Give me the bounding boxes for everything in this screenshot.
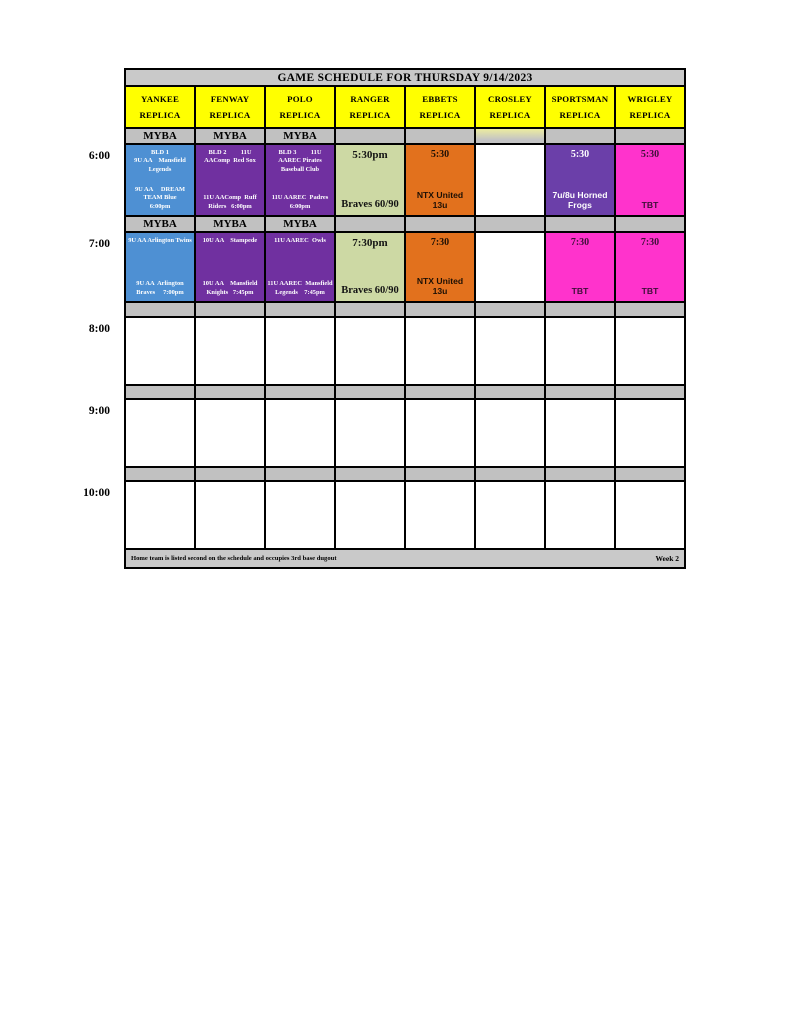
footer-week-label: Week 2 (655, 554, 679, 563)
game-text-line: BLD 2 11U (208, 149, 252, 156)
game-cell-7:00-ranger (336, 233, 404, 301)
game-text-line: 10U AA Stampede (202, 237, 258, 244)
game-text-line: Braves 7:00pm (136, 288, 184, 296)
division-strip-cell (406, 129, 474, 143)
game-cell-8:00-sportsman (546, 318, 614, 384)
home-team-block (341, 285, 398, 297)
game-cell-6:00-ranger (336, 145, 404, 215)
game-text-line: 9U AA Mansfield (134, 157, 186, 165)
game-cell-10:00-sportsman (546, 482, 614, 548)
column-header-sub: REPLICA (279, 110, 321, 121)
game-cell-8:00-polo (266, 318, 334, 384)
division-strip-cell (616, 468, 684, 480)
game-cell-7:00-polo (266, 233, 334, 301)
away-team-block (641, 237, 659, 248)
division-strip-cell (476, 217, 544, 231)
away-team-block (431, 237, 449, 248)
game-text-line: NTX United (416, 275, 464, 286)
schedule-footer (126, 550, 684, 567)
game-text-line: 11U AAREC Padres (271, 194, 329, 202)
game-cell-8:00-crosley (476, 318, 544, 384)
division-strip-label: MYBA (126, 217, 194, 231)
division-strip-cell (546, 217, 614, 231)
home-team-block (267, 280, 332, 297)
division-strip-cell (546, 386, 614, 398)
column-header-sub: REPLICA (209, 110, 251, 121)
game-text-line: AAComp Red Sox (204, 157, 256, 165)
division-strip-cell (546, 129, 614, 143)
game-cell-7:00-yankee (126, 233, 194, 301)
division-strip-label: MYBA (126, 129, 194, 143)
away-team-block (641, 149, 659, 160)
game-text-line: 7:30 (430, 237, 450, 248)
game-cell-7:00-fenway (196, 233, 264, 301)
game-text-line: Legends (148, 165, 172, 173)
time-label-10:00: 10:00 (83, 487, 110, 499)
away-team-block (274, 237, 326, 245)
time-label-6:00: 6:00 (88, 150, 110, 162)
game-text-line: TBT (571, 286, 589, 297)
home-team-block (341, 199, 398, 211)
home-team-block (272, 194, 329, 211)
game-cell-6:00-wrigley (616, 145, 684, 215)
game-text-line: 9U AA DREAM (134, 185, 186, 193)
game-text-line: Baseball Club (280, 165, 320, 173)
column-header-wrigley (616, 87, 684, 127)
column-header-ebbets (406, 87, 474, 127)
game-cell-9:00-fenway (196, 400, 264, 466)
division-strip-cell (196, 386, 264, 398)
division-strip-cell (196, 468, 264, 480)
column-header-yankee (126, 87, 194, 127)
game-cell-10:00-yankee (126, 482, 194, 548)
away-team-block (204, 149, 256, 166)
game-text-line: 11U AAComp Ruff (203, 194, 257, 202)
game-cell-10:00-crosley (476, 482, 544, 548)
game-text-line: 10U AA Mansfield (202, 280, 258, 288)
division-strip-cell (406, 386, 474, 398)
home-team-block (136, 280, 183, 297)
division-strip-cell (616, 386, 684, 398)
game-text-line: TEAM Blue (143, 194, 177, 202)
division-strip-cell (336, 386, 404, 398)
game-cell-8:00-ebbets (406, 318, 474, 384)
division-strip-label: MYBA (196, 217, 264, 231)
column-header-sub: REPLICA (419, 110, 461, 121)
column-header-ranger (336, 87, 404, 127)
division-strip-cell (336, 468, 404, 480)
game-text-line: 9U AA Arlington (136, 280, 184, 288)
game-cell-9:00-wrigley (616, 400, 684, 466)
game-text-line: AAREC Pirates (278, 157, 322, 165)
away-team-block (352, 237, 387, 249)
game-cell-9:00-sportsman (546, 400, 614, 466)
division-strip-cell (476, 129, 544, 143)
game-text-line: NTX United (416, 189, 464, 200)
away-team-block (571, 149, 589, 160)
game-cell-9:00-crosley (476, 400, 544, 466)
division-strip-cell (266, 468, 334, 480)
time-label-8:00: 8:00 (88, 323, 110, 335)
game-text-line: TBT (641, 200, 659, 211)
game-text-line: 7u/8u Horned (552, 189, 608, 200)
game-cell-10:00-polo (266, 482, 334, 548)
game-text-line: Legends 7:45pm (275, 288, 325, 296)
division-strip-cell (616, 303, 684, 316)
column-header-sub: REPLICA (489, 110, 531, 121)
game-cell-7:00-sportsman (546, 233, 614, 301)
division-strip-cell (546, 468, 614, 480)
game-cell-6:00-fenway (196, 145, 264, 215)
division-strip-cell (126, 386, 194, 398)
game-text-line: Braves 60/90 (341, 199, 399, 211)
away-team-block (203, 237, 258, 245)
column-header-name: CROSLEY (488, 93, 532, 104)
column-header-fenway (196, 87, 264, 127)
game-text-line: 9U AA Arlington Twins (128, 237, 192, 244)
game-text-line: 13u (432, 286, 448, 297)
division-strip-cell (266, 386, 334, 398)
column-header-name: SPORTSMAN (551, 93, 609, 104)
away-team-block (134, 149, 186, 174)
column-header-name: RANGER (350, 93, 390, 104)
division-strip-cell (336, 129, 404, 143)
game-cell-9:00-ebbets (406, 400, 474, 466)
division-strip-cell (336, 303, 404, 316)
time-label-7:00: 7:00 (88, 238, 110, 250)
game-text-line: 13u (432, 200, 448, 211)
schedule-title: GAME SCHEDULE FOR THURSDAY 9/14/2023 (126, 70, 684, 85)
division-strip-cell (476, 303, 544, 316)
game-cell-6:00-crosley (476, 145, 544, 215)
away-team-block (278, 149, 321, 174)
column-header-name: EBBETS (422, 93, 458, 104)
game-cell-8:00-ranger (336, 318, 404, 384)
column-header-sub: REPLICA (139, 110, 181, 121)
column-header-name: POLO (287, 93, 313, 104)
schedule-grid (124, 68, 686, 569)
game-text-line: 11U AAREC Owls (274, 237, 326, 244)
game-text-line: BLD 1 (151, 149, 169, 156)
game-cell-6:00-polo (266, 145, 334, 215)
game-text-line: Frogs (568, 200, 592, 211)
home-team-block (203, 280, 258, 297)
division-strip-label: MYBA (266, 217, 334, 231)
column-header-sub: REPLICA (559, 110, 601, 121)
game-cell-8:00-yankee (126, 318, 194, 384)
game-text-line: BLD 3 11U (278, 149, 322, 156)
game-cell-7:00-crosley (476, 233, 544, 301)
game-text-line: 7:30pm (352, 237, 388, 249)
division-strip-cell (266, 303, 334, 316)
division-strip-cell (476, 468, 544, 480)
game-text-line: 5:30 (570, 149, 590, 160)
game-text-line: Riders 6:00pm (208, 202, 252, 210)
home-team-block (417, 276, 463, 297)
time-label-9:00: 9:00 (88, 405, 110, 417)
division-strip-cell (616, 129, 684, 143)
game-cell-10:00-ebbets (406, 482, 474, 548)
home-team-block (417, 190, 463, 211)
away-team-block (431, 149, 449, 160)
division-strip-label: MYBA (196, 129, 264, 143)
home-team-block (642, 286, 659, 297)
game-cell-7:00-ebbets (406, 233, 474, 301)
game-text-line: 11U AAREC Mansfield (267, 280, 333, 288)
game-text-line: 5:30pm (352, 149, 388, 161)
game-text-line: 6:00pm (149, 202, 171, 210)
away-team-block (128, 237, 192, 245)
game-cell-10:00-wrigley (616, 482, 684, 548)
division-strip-cell (196, 303, 264, 316)
division-strip-cell (336, 217, 404, 231)
home-team-block (572, 286, 589, 297)
away-team-block (571, 237, 589, 248)
home-team-block (135, 186, 185, 211)
column-header-sub: REPLICA (629, 110, 671, 121)
game-text-line: 7:30 (570, 237, 590, 248)
column-header-sportsman (546, 87, 614, 127)
column-header-crosley (476, 87, 544, 127)
game-cell-6:00-sportsman (546, 145, 614, 215)
division-strip-cell (406, 468, 474, 480)
division-strip-cell (406, 303, 474, 316)
division-strip-cell (126, 468, 194, 480)
away-team-block (352, 149, 387, 161)
game-text-line: TBT (641, 286, 659, 297)
game-text-line: 5:30 (430, 149, 450, 160)
game-text-line: 7:30 (640, 237, 660, 248)
game-cell-7:00-wrigley (616, 233, 684, 301)
column-header-name: FENWAY (210, 93, 250, 104)
game-cell-6:00-ebbets (406, 145, 474, 215)
division-strip-cell (476, 386, 544, 398)
column-header-polo (266, 87, 334, 127)
home-team-block (642, 200, 659, 211)
division-strip-cell (406, 217, 474, 231)
game-text-line: 6:00pm (289, 202, 311, 210)
column-header-name: WRIGLEY (627, 93, 673, 104)
division-strip-cell (616, 217, 684, 231)
game-cell-9:00-yankee (126, 400, 194, 466)
footer-note: Home team is listed second on the schedule and occupies 3rd base dugout (131, 555, 337, 562)
game-cell-8:00-fenway (196, 318, 264, 384)
game-cell-10:00-ranger (336, 482, 404, 548)
column-header-sub: REPLICA (349, 110, 391, 121)
game-text-line: 5:30 (640, 149, 660, 160)
home-team-block (553, 190, 608, 211)
column-header-name: YANKEE (140, 93, 180, 104)
game-text-line: Knights 7:45pm (206, 288, 254, 296)
division-strip-cell (546, 303, 614, 316)
game-text-line: Braves 60/90 (341, 285, 399, 297)
division-strip-cell (126, 303, 194, 316)
home-team-block (203, 194, 256, 211)
game-cell-8:00-wrigley (616, 318, 684, 384)
game-cell-6:00-yankee (126, 145, 194, 215)
division-strip-label: MYBA (266, 129, 334, 143)
game-cell-9:00-ranger (336, 400, 404, 466)
game-cell-10:00-fenway (196, 482, 264, 548)
game-cell-9:00-polo (266, 400, 334, 466)
